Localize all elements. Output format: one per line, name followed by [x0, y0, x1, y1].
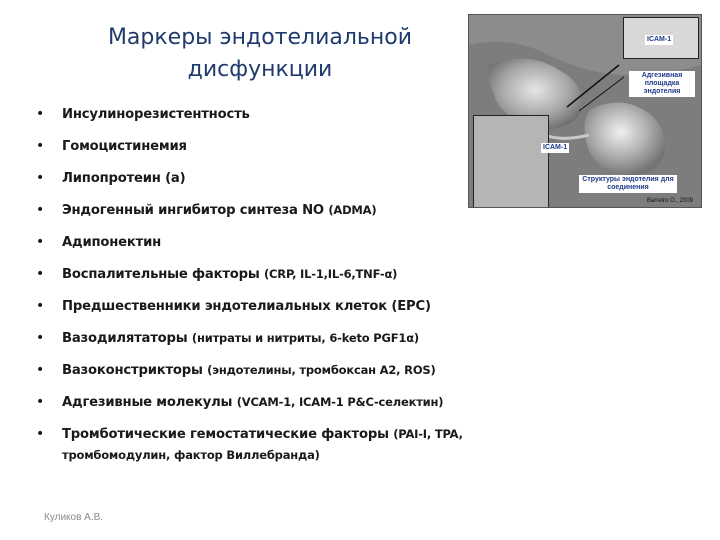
bullet-main-text: Вазоконстрикторы [62, 363, 208, 378]
list-item [36, 360, 556, 381]
bullet-icon: • [36, 170, 45, 186]
bullet-detail-text: (эндотелины, тромбоксан A2, ROS) [207, 363, 436, 377]
bullet-main-text: Вазодилятаторы [62, 331, 192, 346]
bullet-main-text: Адипонектин [62, 235, 162, 250]
slide-title: Маркеры эндотелиальной дисфункции [107, 25, 413, 82]
bullet-icon: • [36, 330, 45, 346]
bullet-main-text: Воспалительные факторы [62, 267, 264, 282]
bullet-detail-text: (VCAM-1, ICAM-1 P&C-селектин) [236, 395, 444, 409]
bullet-main-text: Тромботические гемостатические факторы [62, 427, 394, 442]
bullet-icon: • [36, 266, 45, 282]
label-icam-top: ICAM-1 [647, 36, 672, 43]
bullet-icon: • [36, 394, 45, 410]
bullet-main-text: Эндогенный ингибитор синтеза NO [62, 203, 329, 218]
list-item [36, 424, 556, 466]
bullet-detail-text: (CRP, IL-1,IL-6,TNF-α) [264, 267, 398, 281]
electron-micrograph [468, 14, 702, 208]
bullet-main-text: Липопротеин (а) [62, 171, 186, 186]
bullet-icon: • [36, 298, 45, 314]
bullet-icon: • [36, 202, 45, 218]
list-item [36, 232, 556, 253]
bullet-icon: • [36, 362, 45, 378]
bullet-detail-text: (ADMA) [328, 203, 377, 217]
list-item [36, 264, 556, 285]
bullet-icon: • [36, 138, 45, 154]
inset-image-left [473, 115, 549, 208]
bullet-icon: • [36, 106, 45, 122]
bullet-detail-text: (PAI-I, TPA, тромбомодулин, фактор Виллебранда) [62, 427, 463, 462]
bullet-main-text: Предшественники эндотелиальных клеток (EPC) [62, 299, 431, 314]
bullet-detail-text: (нитраты и нитриты, 6-keto PGF1α) [191, 331, 419, 345]
bullet-icon: • [36, 426, 45, 442]
image-credit: Barreiro O., 2009 [647, 198, 694, 204]
label-endothelial-structures: Структуры эндотелия для соединения [579, 175, 677, 193]
bullet-main-text: Инсулинорезистентность [62, 107, 250, 122]
list-item [36, 328, 556, 349]
bullet-main-text: Адгезивные молекулы [62, 395, 237, 410]
bullet-icon: • [36, 234, 45, 250]
list-item [36, 392, 556, 413]
list-item [36, 296, 556, 317]
label-icam-mid: ICAM-1 [543, 144, 568, 151]
label-adhesive-platform: Адгезивная площадка эндотелия [629, 71, 695, 97]
bullet-main-text: Гомоцистинемия [62, 139, 187, 154]
author-footer: Куликов А.В. [44, 512, 104, 523]
